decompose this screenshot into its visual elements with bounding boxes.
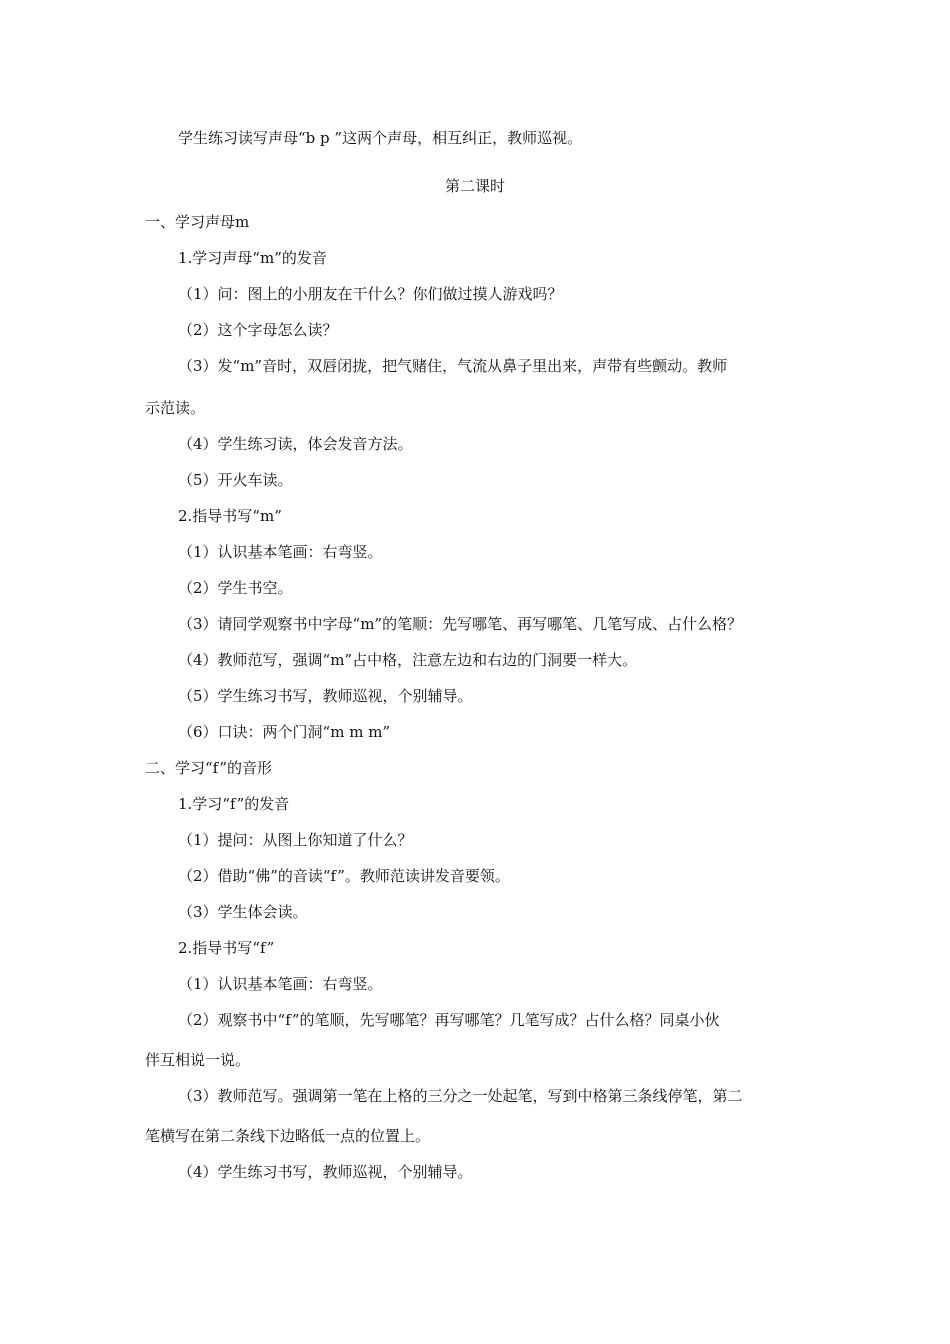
section-heading-lesson-two: 第二课时 <box>444 177 505 195</box>
list-item-continuation: 伴互相说一说。 <box>145 1051 251 1069</box>
list-item: （1）认识基本笔画：右弯竖。 <box>178 543 383 561</box>
subheading-m-pronunciation: 1.学习声母“m”的发音 <box>178 249 327 267</box>
heading-part-two: 二、学习“f”的音形 <box>145 759 272 777</box>
list-item: （4）学生练习读，体会发音方法。 <box>178 435 413 453</box>
subheading-m-writing: 2.指导书写“m” <box>178 507 282 525</box>
list-item: （4）学生练习书写，教师巡视，个别辅导。 <box>178 1163 473 1181</box>
list-item-continuation: 示范读。 <box>145 399 206 417</box>
list-item: （5）开火车读。 <box>178 471 293 489</box>
list-item: （3）教师范写。强调第一笔在上格的三分之一处起笔，写到中格第三条线停笔，第二 <box>178 1087 743 1105</box>
subheading-f-pronunciation: 1.学习“f”的发音 <box>178 795 290 813</box>
list-item: （4）教师范写，强调“m”占中格，注意左边和右边的门洞要一样大。 <box>178 651 638 669</box>
list-item: （3）学生体会读。 <box>178 903 308 921</box>
list-item: （2）这个字母怎么读？ <box>178 321 338 339</box>
list-item: （6）口诀：两个门洞“m m m” <box>178 723 391 741</box>
list-item: （5）学生练习书写，教师巡视，个别辅导。 <box>178 687 473 705</box>
list-item-continuation: 笔横写在第二条线下边略低一点的位置上。 <box>145 1127 431 1145</box>
list-item: （1）提问：从图上你知道了什么？ <box>178 831 413 849</box>
list-item: （1）认识基本笔画：右弯竖。 <box>178 975 383 993</box>
paragraph-intro: 学生练习读写声母“b p ”这两个声母，相互纠正，教师巡视。 <box>178 129 583 147</box>
list-item: （3）发“m”音时，双唇闭拢，把气赌住，气流从鼻子里出来，声带有些颤动。教师 <box>178 357 728 375</box>
list-item: （2）借助“佛”的音读“f”。教师范读讲发音要领。 <box>178 867 510 885</box>
list-item: （1）问：图上的小朋友在干什么？你们做过摸人游戏吗？ <box>178 285 563 303</box>
list-item: （2）观察书中“f”的笔顺，先写哪笔？再写哪笔？几笔写成？占什么格？同桌小伙 <box>178 1011 720 1029</box>
list-item: （3）请同学观察书中字母“m”的笔顺：先写哪笔、再写哪笔、几笔写成、占什么格？ <box>178 615 743 633</box>
subheading-f-writing: 2.指导书写“f” <box>178 939 275 957</box>
heading-part-one: 一、学习声母m <box>145 213 250 231</box>
list-item: （2）学生书空。 <box>178 579 293 597</box>
